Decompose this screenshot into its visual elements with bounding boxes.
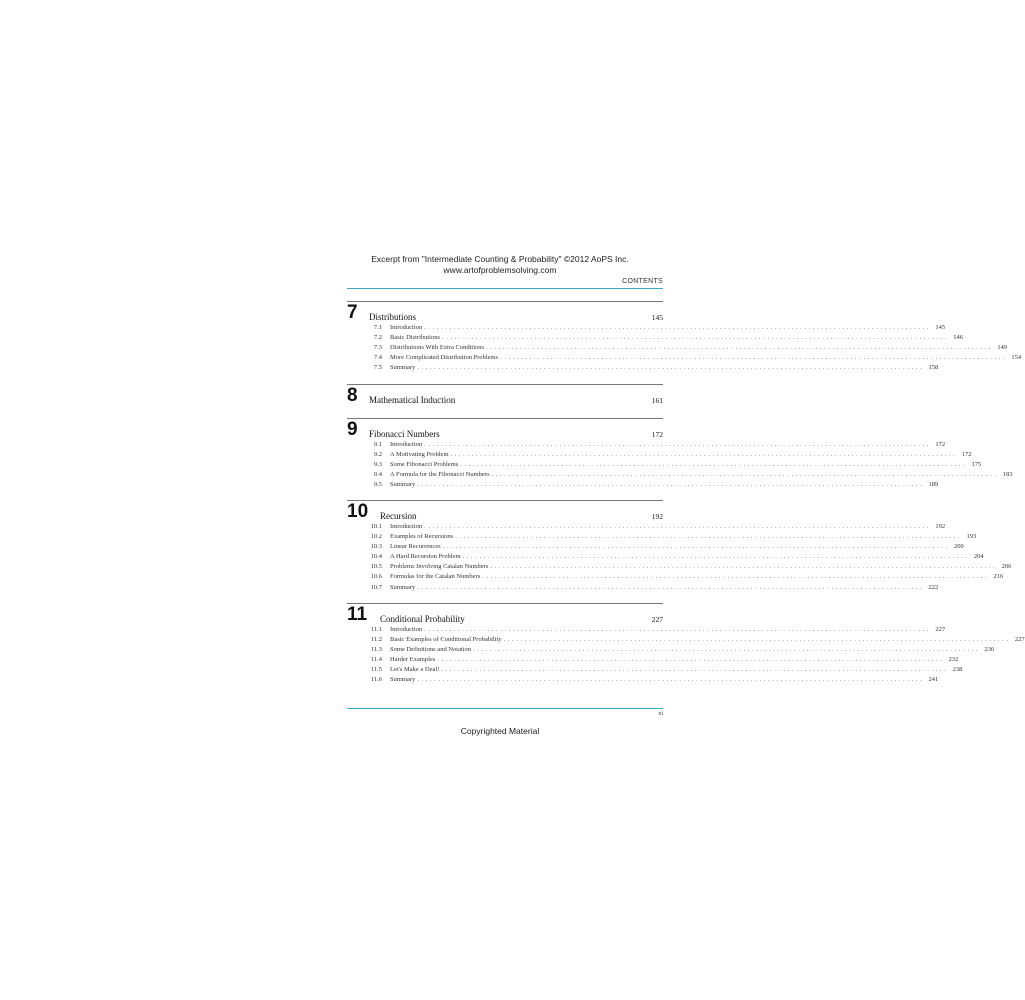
section-number: 11.5 xyxy=(370,666,382,674)
dot-leader: ........................................................................................................................ xyxy=(462,553,970,561)
dot-leader: ........................................................................................................................ xyxy=(450,451,958,459)
section-number: 9.2 xyxy=(373,451,382,459)
chapter-heading[interactable] xyxy=(347,502,663,522)
entry-spacer xyxy=(382,343,390,353)
section-number: 11.4 xyxy=(370,656,382,664)
section-number: 9.1 xyxy=(373,441,382,448)
chapter-number: 10 xyxy=(347,501,369,522)
section-title: Introduction xyxy=(390,441,423,448)
dot-leader: ........................................................................................................................ xyxy=(424,324,932,331)
section-title: Some Fibonacci Problems xyxy=(390,461,459,469)
running-head: CONTENTS xyxy=(622,278,663,285)
section-title: A Motivating Problem xyxy=(390,451,449,459)
entry-spacer xyxy=(382,562,390,572)
section-title: Introduction xyxy=(390,626,423,633)
section-page-number: 227 xyxy=(1014,636,1025,644)
section-page-number: 241 xyxy=(928,676,939,684)
section-title: Linear Recurrences xyxy=(390,543,441,551)
toc-entry[interactable] xyxy=(347,522,946,532)
section-title: Harder Examples xyxy=(390,656,436,664)
section-number: 10.6 xyxy=(370,573,382,581)
section-title: Formulas for the Catalan Numbers xyxy=(390,573,481,581)
toc-entry[interactable] xyxy=(347,440,946,450)
section-page-number: 206 xyxy=(1001,563,1012,571)
section-number: 9.3 xyxy=(373,461,382,469)
section-number: 10.4 xyxy=(370,553,382,561)
section-title: A Formula for the Fibonacci Numbers xyxy=(390,471,490,479)
toc-entry[interactable] xyxy=(347,645,995,655)
toc-entry[interactable] xyxy=(347,542,964,552)
chapter-title: Fibonacci Numbers xyxy=(369,429,440,439)
entry-spacer xyxy=(382,333,390,343)
chapter-page-number: 227 xyxy=(651,615,663,624)
chapter-page-number: 192 xyxy=(651,512,663,521)
section-title: Introduction xyxy=(390,324,423,331)
dot-leader: ........................................................................................................................ xyxy=(491,471,999,479)
section-title: Introduction xyxy=(390,523,423,530)
section-title: Some Definitions and Notation xyxy=(390,646,472,654)
section-number: 7.3 xyxy=(373,344,382,352)
section-number: 11.1 xyxy=(370,626,382,633)
toc-entry[interactable] xyxy=(347,480,939,490)
chapter-title: Mathematical Induction xyxy=(369,395,456,405)
chapter-heading[interactable] xyxy=(347,605,663,625)
chapter-page-number: 145 xyxy=(651,313,663,322)
section-number: 10.1 xyxy=(370,523,382,530)
section-title: Summary xyxy=(390,676,416,684)
section-page-number: 204 xyxy=(973,553,984,561)
section-page-number: 222 xyxy=(928,583,939,591)
section-title: Basic Examples of Conditional Probability xyxy=(390,636,502,644)
entry-spacer xyxy=(382,625,390,635)
section-page-number: 145 xyxy=(935,324,946,331)
chapter-rule xyxy=(347,384,663,385)
section-title: More Complicated Distribution Problems xyxy=(390,354,499,362)
section-number: 11.3 xyxy=(370,646,382,654)
section-title: Distributions With Extra Conditions xyxy=(390,344,485,352)
toc-entry[interactable] xyxy=(347,572,1004,582)
section-title: Let's Make a Deal! xyxy=(390,666,440,674)
copyright-notice: Copyrighted Material xyxy=(460,726,540,736)
section-title: Summary xyxy=(390,364,416,372)
excerpt-notice xyxy=(0,254,1000,275)
section-title: Basic Distributions xyxy=(390,334,441,342)
chapter-title: Distributions xyxy=(369,312,417,322)
dot-leader: ........................................................................................................................ xyxy=(441,666,949,674)
dot-leader: ........................................................................................................................ xyxy=(455,533,963,541)
excerpt-line-1: Excerpt from "Intermediate Counting & Probability" ©2012 AoPS Inc. xyxy=(371,254,629,264)
chapter-rule xyxy=(347,500,663,501)
entry-spacer xyxy=(382,323,390,333)
section-number: 9.4 xyxy=(373,471,382,479)
section-title: Examples of Recursions xyxy=(390,533,454,541)
section-page-number: 189 xyxy=(928,481,939,489)
chapter-rule xyxy=(347,301,663,302)
chapter-number: 7 xyxy=(347,302,358,323)
chapter-number: 8 xyxy=(347,385,358,406)
entry-spacer xyxy=(382,655,390,665)
section-number: 7.4 xyxy=(373,354,382,362)
dot-leader: ........................................................................................................................ xyxy=(417,364,925,372)
entry-spacer xyxy=(382,470,390,480)
section-title: Problems Involving Catalan Numbers xyxy=(390,563,489,571)
entry-spacer xyxy=(382,480,390,490)
section-page-number: 154 xyxy=(1011,354,1022,362)
dot-leader: ........................................................................................................................ xyxy=(417,583,925,591)
toc-entry[interactable] xyxy=(347,343,1008,353)
toc-entry[interactable] xyxy=(347,363,939,373)
entry-spacer xyxy=(382,532,390,542)
excerpt-line-2: www.artofproblemsolving.com xyxy=(443,264,557,275)
toc-entry[interactable] xyxy=(347,655,959,665)
toc-entry[interactable] xyxy=(347,583,939,593)
section-number: 7.5 xyxy=(373,364,382,372)
section-page-number: 232 xyxy=(948,656,959,664)
section-page-number: 183 xyxy=(1002,471,1013,479)
section-number: 7.1 xyxy=(373,324,382,331)
entry-spacer xyxy=(382,542,390,552)
header-rule xyxy=(347,288,663,289)
dot-leader: ........................................................................................................................ xyxy=(473,646,981,654)
dot-leader: ........................................................................................................................ xyxy=(424,441,932,448)
entry-spacer xyxy=(382,572,390,582)
chapter-number: 9 xyxy=(347,419,358,440)
dot-leader: ........................................................................................................................ xyxy=(417,481,925,489)
footer-rule xyxy=(347,708,663,709)
toc-entry[interactable] xyxy=(347,675,939,685)
chapter-page-number: 161 xyxy=(651,396,663,405)
page-folio: xi xyxy=(658,711,663,717)
entry-spacer xyxy=(382,440,390,450)
section-title: Summary xyxy=(390,583,416,591)
section-list xyxy=(347,323,1022,373)
dot-leader: ........................................................................................................................ xyxy=(437,656,945,664)
section-number: 9.5 xyxy=(373,481,382,489)
dot-leader: ........................................................................................................................ xyxy=(482,573,990,581)
section-list xyxy=(347,440,1013,490)
dot-leader: ........................................................................................................................ xyxy=(442,543,950,551)
toc-entry[interactable] xyxy=(347,532,977,542)
dot-leader: ........................................................................................................................ xyxy=(503,636,1011,644)
entry-spacer xyxy=(382,635,390,645)
entry-spacer xyxy=(382,363,390,373)
chapter-heading[interactable] xyxy=(347,420,663,440)
entry-spacer xyxy=(382,552,390,562)
dot-leader: ........................................................................................................................ xyxy=(424,626,932,633)
dot-leader: ........................................................................................................................ xyxy=(442,334,950,342)
entry-spacer xyxy=(382,675,390,685)
section-number: 7.2 xyxy=(373,334,382,342)
chapter-title: Recursion xyxy=(380,511,417,521)
section-page-number: 175 xyxy=(971,461,982,469)
section-page-number: 193 xyxy=(966,533,977,541)
dot-leader: ........................................................................................................................ xyxy=(486,344,994,352)
section-page-number: 200 xyxy=(953,543,964,551)
dot-leader: ........................................................................................................................ xyxy=(417,676,925,684)
section-number: 11.2 xyxy=(370,636,382,644)
section-page-number: 192 xyxy=(935,523,946,530)
section-title: A Hard Recursion Problem xyxy=(390,553,461,561)
entry-spacer xyxy=(382,645,390,655)
toc-entry[interactable] xyxy=(347,333,964,343)
chapter-rule xyxy=(347,418,663,419)
toc-entry[interactable] xyxy=(347,460,982,470)
entry-spacer xyxy=(382,583,390,593)
chapter-number: 11 xyxy=(347,604,368,625)
section-page-number: 149 xyxy=(997,344,1008,352)
entry-spacer xyxy=(382,522,390,532)
section-list xyxy=(347,625,1025,686)
section-number: 10.7 xyxy=(370,583,382,591)
section-page-number: 238 xyxy=(952,666,963,674)
section-number: 10.2 xyxy=(370,533,382,541)
section-number: 11.6 xyxy=(370,676,382,684)
section-number: 10.5 xyxy=(370,563,382,571)
section-number: 10.3 xyxy=(370,543,382,551)
chapter-title: Conditional Probability xyxy=(380,614,465,624)
toc-entry[interactable] xyxy=(347,625,946,635)
dot-leader: ........................................................................................................................ xyxy=(460,461,968,469)
toc-entry[interactable] xyxy=(347,665,963,675)
entry-spacer xyxy=(382,450,390,460)
chapter-rule xyxy=(347,603,663,604)
section-page-number: 227 xyxy=(935,626,946,633)
entry-spacer xyxy=(382,460,390,470)
section-page-number: 172 xyxy=(961,451,972,459)
section-page-number: 146 xyxy=(953,334,964,342)
toc-entry[interactable] xyxy=(347,562,1012,572)
entry-spacer xyxy=(382,353,390,363)
toc-entry[interactable] xyxy=(347,353,1022,363)
section-page-number: 158 xyxy=(928,364,939,372)
toc-entry[interactable] xyxy=(347,552,984,562)
section-title: Summary xyxy=(390,481,416,489)
chapter-page-number: 172 xyxy=(651,430,663,439)
entry-spacer xyxy=(382,665,390,675)
section-page-number: 230 xyxy=(984,646,995,654)
toc-entry[interactable] xyxy=(347,635,1025,645)
dot-leader: ........................................................................................................................ xyxy=(500,354,1008,362)
section-page-number: 172 xyxy=(935,441,946,448)
chapter-heading[interactable] xyxy=(347,303,663,323)
toc-entry[interactable] xyxy=(347,450,972,460)
section-page-number: 216 xyxy=(993,573,1004,581)
chapter-heading[interactable] xyxy=(347,386,663,406)
dot-leader: ........................................................................................................................ xyxy=(490,563,998,571)
section-list xyxy=(347,522,1012,593)
toc-entry[interactable] xyxy=(347,470,1013,480)
dot-leader: ........................................................................................................................ xyxy=(424,523,932,530)
toc-entry[interactable] xyxy=(347,323,946,333)
